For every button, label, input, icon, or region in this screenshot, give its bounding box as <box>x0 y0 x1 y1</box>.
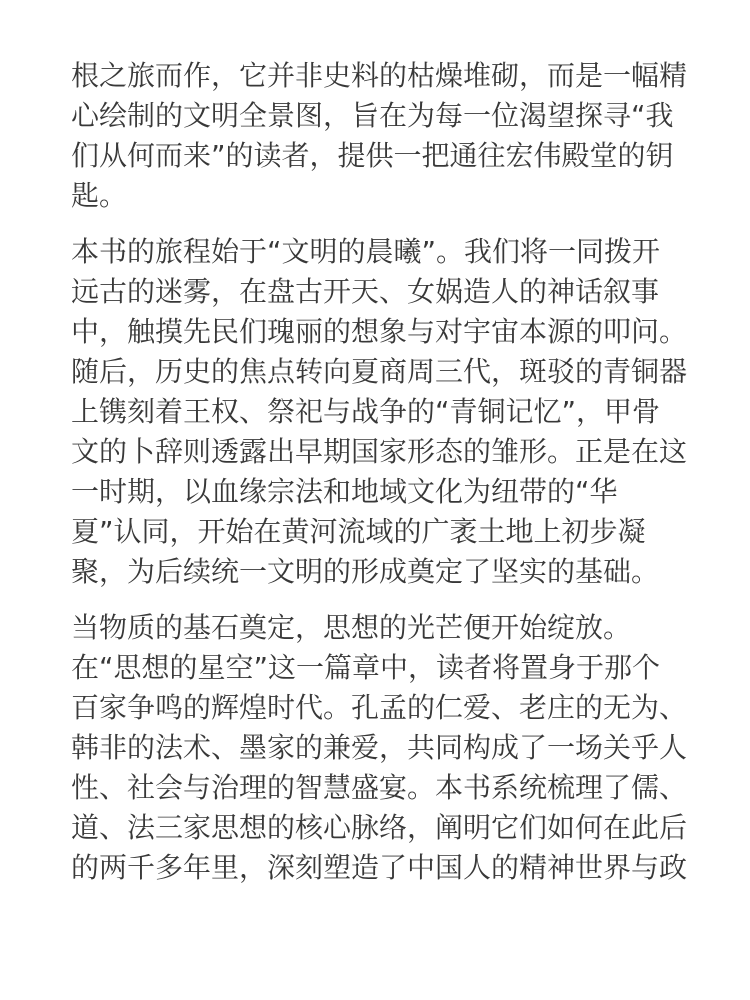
text-line: 心绘制的文明全景图，旨在为每一位渴望探寻“我 <box>71 99 674 132</box>
text-line: 韩非的法术、墨家的兼爱，共同构成了一场关乎人 <box>71 731 688 764</box>
text-line: 聚，为后续统一文明的形成奠定了坚实的基础。 <box>71 555 660 588</box>
text-line: 中，触摸先民们瑰丽的想象与对宇宙本源的叩问。 <box>71 315 688 348</box>
text-line: 们从何而来”的读者，提供一把通往宏伟殿堂的钥 <box>71 139 674 172</box>
text-line: 随后，历史的焦点转向夏商周三代，斑驳的青铜器 <box>71 355 688 388</box>
text-line: 的两千多年里，深刻塑造了中国人的精神世界与政 <box>71 851 688 884</box>
text-line: 根之旅而作，它并非史料的枯燥堆砌，而是一幅精 <box>71 59 688 92</box>
document-text <box>71 48 687 904</box>
text-line: 匙。 <box>71 179 128 212</box>
text-line: 上镌刻着王权、祭祀与战争的“青铜记忆”，甲骨 <box>71 395 661 428</box>
text-line: 远古的迷雾，在盘古开天、女娲造人的神话叙事 <box>71 275 660 308</box>
text-line: 性、社会与治理的智慧盛宴。本书系统梳理了儒、 <box>71 771 688 804</box>
text-line: 在“思想的星空”这一篇章中，读者将置身于那个 <box>71 651 661 684</box>
text-line: 本书的旅程始于“文明的晨曦”。我们将一同拨开 <box>71 235 661 268</box>
text-line: 道、法三家思想的核心脉络，阐明它们如何在此后 <box>71 811 688 844</box>
text-line: 文的卜辞则透露出早期国家形态的雏形。正是在这 <box>71 435 688 468</box>
text-line: 一时期，以血缘宗法和地域文化为纽带的“华 <box>71 475 618 508</box>
text-line: 当物质的基石奠定，思想的光芒便开始绽放。 <box>71 611 632 644</box>
text-line: 百家争鸣的辉煌时代。孔孟的仁爱、老庄的无为、 <box>71 691 688 724</box>
text-line: 夏”认同，开始在黄河流域的广袤土地上初步凝 <box>71 515 646 548</box>
